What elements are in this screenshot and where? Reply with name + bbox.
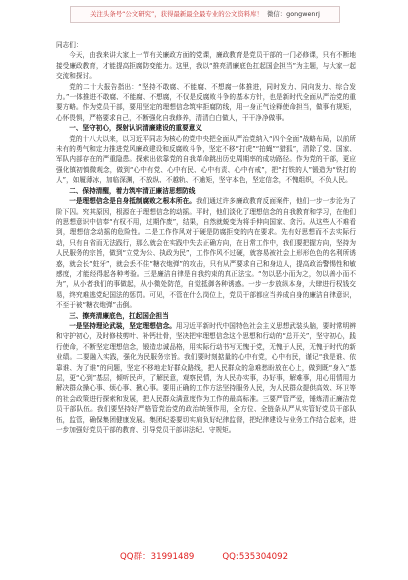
section-heading: 三、擦亮清廉底色，扛起国企担当: [69, 311, 169, 320]
paragraph-lead: 一是理想信念是自身抵制腐败之根本所在。: [69, 197, 196, 206]
paragraph-text: 我们通过许多廉政教育反面案件，他们一步一步沦为了阶下囚。究其原因，根源在于理想信念的动摇。平时，他们淡化了理想信念的自我教育和学习，在他们的思想意识中信奉“有权不用，过期作废”，结果，自然就蜕变为将手伸向国家、贪污。从这些人不难看到，理想信念动摇的危险性。二是工作作风对于硬是防腐拒变的内在要求。先有好思想而不去实际行动，只有自省而无法践行，那么就会在实践中失去正确方向，在日常工作中，我们要把握方向，坚持为人民服务的宗旨，做到“立党为公、执政为民”，工作作风不过硬，就容易被社会上形形色色的名利所诱惑，就会长“蛀牙”，就会丢不住“糖衣炮弹”的攻击，只有从严要求自己和身边人，提高政治警惕性和敏感度，才能经得起各种考验。三是廉洁自律是自我约束的真正法宝。“勿以恶小而为之，勿以善小而不为”，从小者我们的事做起，从小微处防范，自觉抵御各种诱惑。一步一步放纵本身，大肆进行权钱交易，终究难逃党纪国法的惩罚。可见，不管在什么岗位上，党员干部都应当养成自身的廉洁自律意识，不至于被“糖衣炮弹”击倒。: [56, 197, 356, 310]
paragraph-text: 用习近平新时代中国特色社会主义思想武装头脑，要时常明辨和守护初心，及时修枝剪叶、补钙壮骨，坚决把牢理想信念这个思想和行动的“总开关”，坚守初心，践行使命，不断坚定理想信念，锻造忠诚品格，用实际行动书写无愧于党，无愧于人民，无愧于时代的新业绩。二要融入实践，强化为民服务宗旨。我们要时刻掂量的心中有党，心中有民，谨记“我是谁、依靠谁、为了谁”的问题，坚定不移地走好群众路线，把人民群众的急难愁盼放在心上，做到既“身入”基层，更“心到”基层，倾听民声，了解民意，观察民情，为人民办实事，办好事，解难事，用心用情用力解决群众操心事、烦心事、揪心事。要用正确的工作方法坚持服务人民，为人民群众提供高效、环卫等的社会政策进行探索和发展，把人民群众满意度作为工作的最高标准。三要严管严爱，锤炼清正廉洁党员干部队伍。我们要坚持好严格管党治党的政治统领作用，全方位、全链条从严从实管好党员干部队伍，监管，确保集团健康发展。集团纪委要切实肩负好纪律监督，把纪律建设与业务工作结合起来，进一步加强好党员干部的教育、引导党员干部讲法纪、守规矩。: [56, 321, 356, 435]
body-paragraph: [56, 321, 356, 435]
footer-contact: [0, 548, 408, 566]
body-paragraph: 今天，由我来讲大家上一节有关廉政方面的党课，廉政教育是党员干部的一门必修课，只有不断地接受廉政教育，才能提高拒腐防变能力。这里，我以“推亮清廉底色扛起国企担当”为主题，与大家一起交流和探讨。: [56, 51, 356, 81]
body-paragraph: 党的十八大以来，以习近平同志为核心的党中央把全面从严治党纳入“四个全面”战略布局，以前所未有的勇气和定力推进党风廉政建设和反腐败斗争，坚定不移“打虎”“拍蝇”“猎狐”，清除了党、国家、军队内部存在的严重隐患。探索出依靠党的自我革命跳出历史周期率的成功路径。作为党的干部，更应强化镇初慎微观念，做到“心中有党、心中有民、心中有责、心中有戒”，把“打铁的人”锻造为“铁打的人”，如履薄冰，加临深渊，不放纵、不越轨、不逾矩，坚守本色，坚定信念，不愧组织，不负人民。: [56, 134, 356, 185]
section-heading: 一、坚守初心，探射认识清廉建设的重要意义: [69, 124, 203, 133]
body-paragraph: 党的二十大报告指出：“坚持不敢腐、不能腐、不想腐一体推进，同时发力、同向发力、综合发力。”一体推进不敢腐、不能腐、不想腐，不仅是反腐败斗争的基本方针，也是新时代全面从严治党的重要方略。作为党员干部，要用坚定的理想信念筑牢拒腐防线，用一身正气诠释使命担当，做事有规矩，心怀畏惧，严格要求自己，不断强化自我修养，清清白白做人，干干净净做事。: [56, 82, 356, 122]
body-paragraph: [56, 196, 356, 310]
paragraph-lead: 一是坚持理论武装，坚定理想信念。: [69, 321, 176, 330]
paragraph-list: [56, 50, 356, 435]
greeting: 同志们：: [56, 41, 83, 49]
banner-wechat: 微信：gongwenrj: [266, 10, 320, 18]
footer-qq-group: QQ群：31991489: [119, 552, 195, 562]
document-body: [56, 40, 356, 540]
footer-qq-number: QQ:535304092: [222, 552, 289, 562]
section-heading: 二、保持清醒，着力筑牢清正廉洁思想防线: [69, 186, 196, 195]
top-banner[interactable]: [70, 6, 340, 23]
banner-text: 关注头条号“公文研究”，获得最新最全最专业的公文资料库！: [90, 10, 263, 18]
